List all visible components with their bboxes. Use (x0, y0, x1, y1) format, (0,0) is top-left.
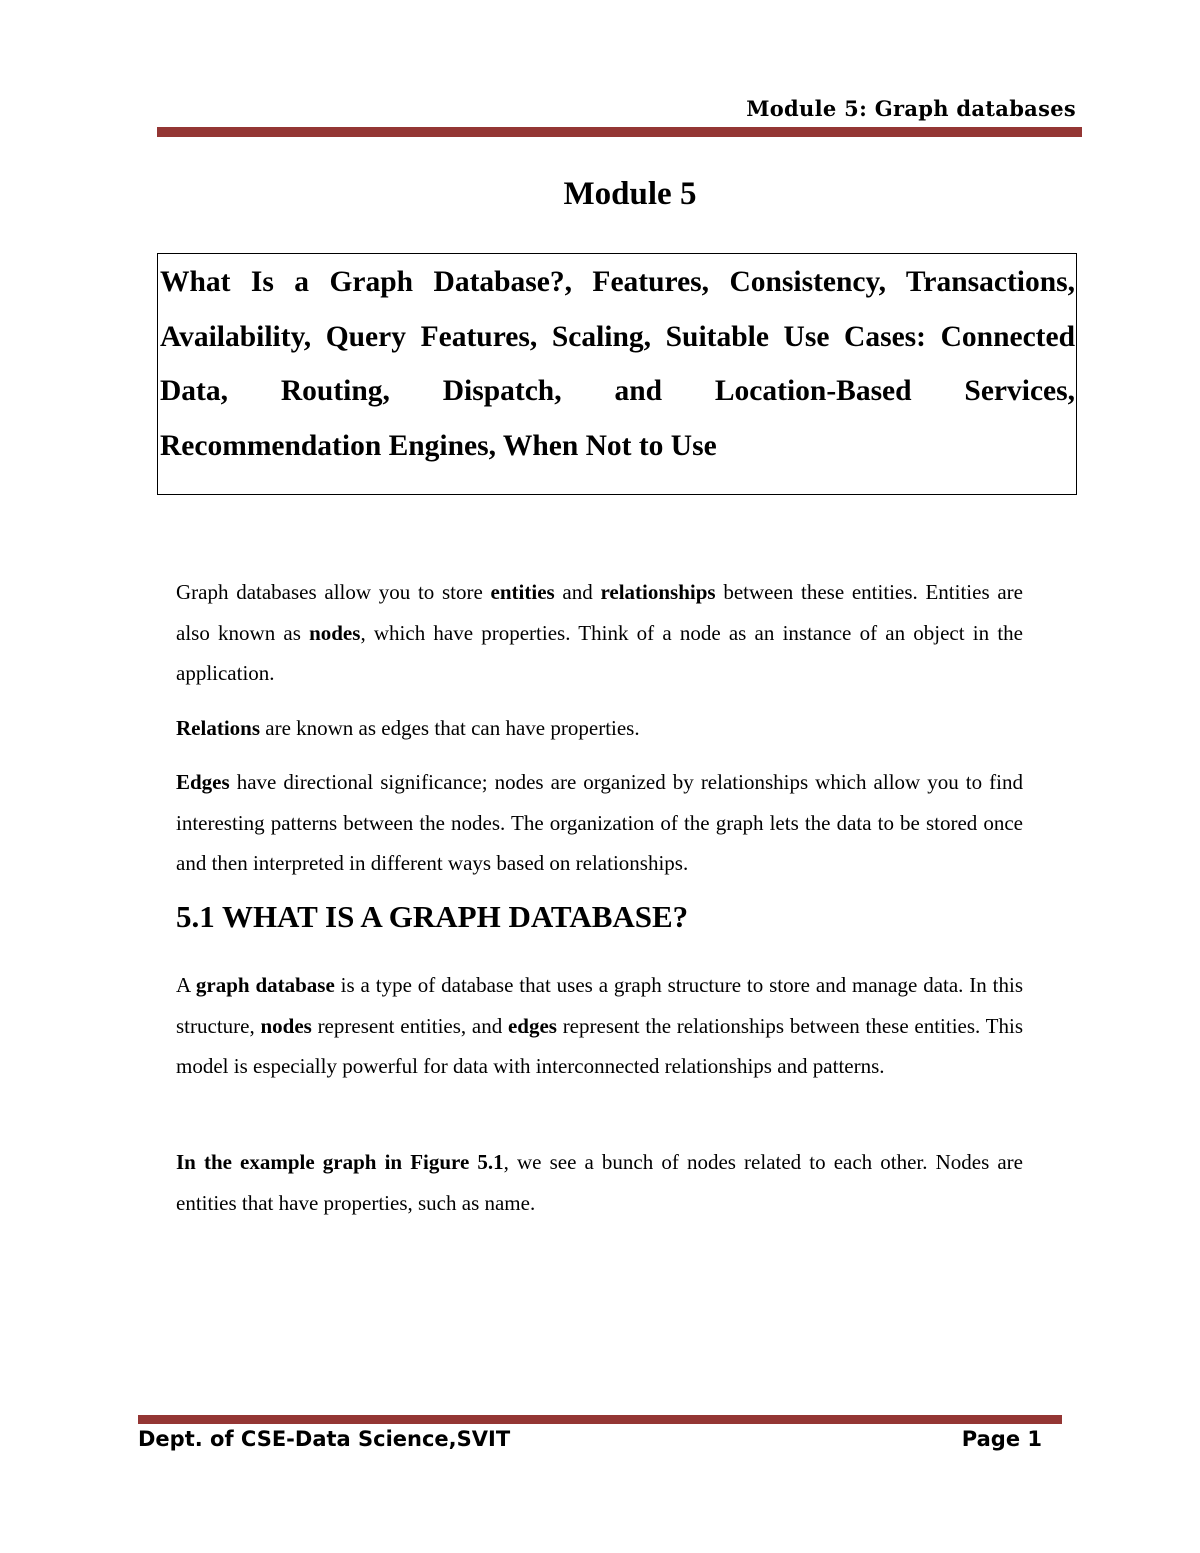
topics-box (157, 253, 1077, 495)
section-paragraph-2: In the example graph in Figure 5.1, we see a bunch of nodes related to each other. Nodes are entities that have properties, such as name. (176, 1150, 1023, 1215)
term-nodes: nodes (260, 1013, 312, 1038)
module-heading: Module 5 (563, 176, 697, 212)
term-nodes: nodes (309, 620, 361, 645)
term-edges: Edges (176, 770, 230, 794)
section-heading: 5.1 WHAT IS A GRAPH DATABASE? (176, 899, 689, 934)
header-rule (157, 127, 1082, 137)
figure-reference: In the example graph in Figure 5.1 (176, 1150, 504, 1174)
section-paragraph-1: A graph database is a type of database that uses a graph structure to store and manage data. In this structure, nodes represent entities, and edges represent the relationships between these entities. This model is especially powerful for data with interconnected relationships and patterns. (176, 973, 1024, 1078)
term-relations: Relations (176, 716, 260, 740)
term-relationships: relationships (600, 580, 716, 604)
term-graph-database: graph database (195, 973, 335, 997)
running-header: Module 5: Graph databases (746, 96, 1076, 121)
footer-department: Dept. of CSE-Data Science,SVIT (138, 1427, 511, 1451)
topics-list: What Is a Graph Database?, Features, Consistency, Transactions, Availability, Query Features, Scaling, Suitable Use Cases: Connected Data, Routing, Dispatch, and Location-Based Services, Recommendation Engines, When Not to Use (160, 266, 1075, 462)
intro-paragraph-1: Graph databases allow you to store entities and relationships between these entities. Entities are also known as nodes, which have properties. Think of a node as an instance of an object in the application. (176, 580, 1023, 685)
term-entities: entities (490, 580, 555, 604)
term-edges: edges (507, 1013, 557, 1038)
intro-paragraph-2: Relations are known as edges that can have properties. (176, 716, 640, 740)
intro-paragraph-3: Edges have directional significance; nodes are organized by relationships which allow you to find interesting patterns between the nodes. The organization of the graph lets the data to be stored once and then interpreted in different ways based on relationships. (176, 770, 1023, 875)
page-number: Page 1 (961, 1427, 1042, 1451)
footer-rule (138, 1415, 1062, 1424)
